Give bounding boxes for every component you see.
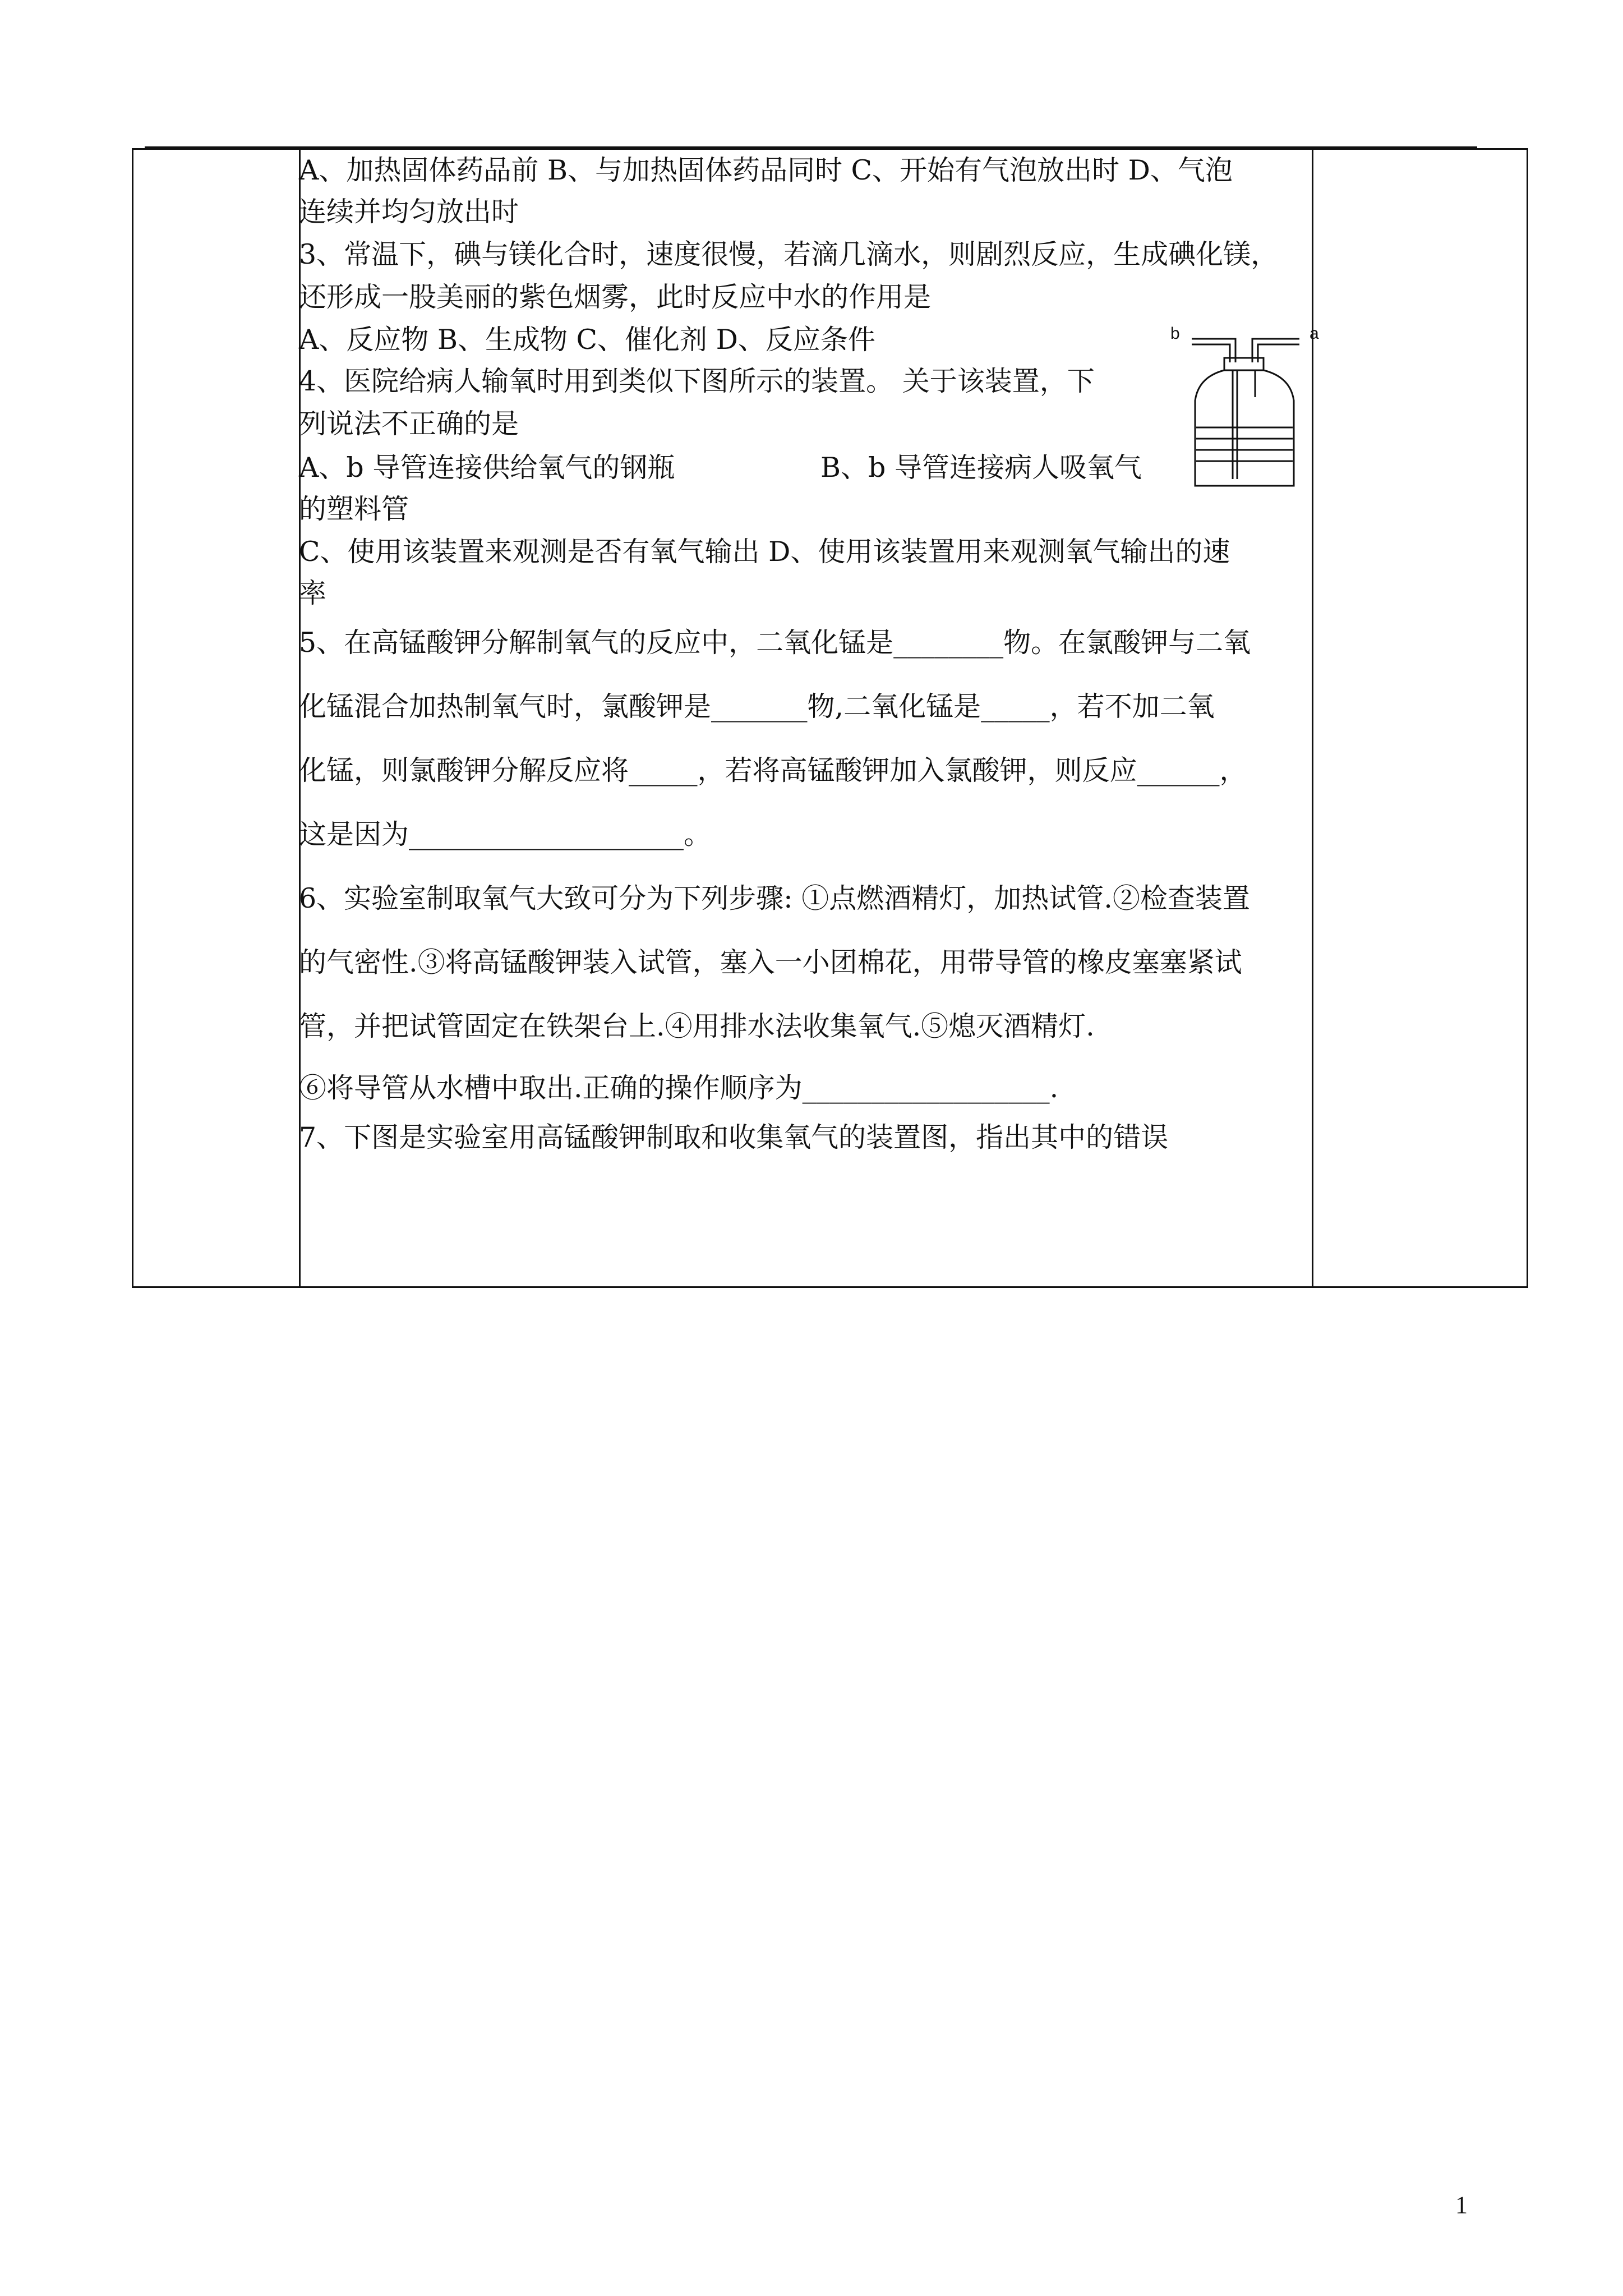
q4-option-b: B、b 导管连接病人吸氧气 [820,452,1142,484]
q4-stem-line1: 4、医院给病人输氧时用到类似下图所示的装置。 关于该装置，下 [299,365,1095,397]
page-number: 1 [1455,2191,1468,2219]
q3-stem-line1: 3、常温下，碘与镁化合时，速度很慢，若滴几滴水，则剧烈反应，生成碘化镁， [299,238,1279,270]
q6-line3: 管，并把试管固定在铁架台上.④用排水法收集氧气.⑤熄灭酒精灯. [299,1010,1095,1042]
q4-option-a: A、b 导管连接供给氧气的钢瓶 [299,452,675,484]
content-cell [299,148,1312,1288]
q5-line3: 化锰，则氯酸钾分解反应将_____，若将高锰酸钾加入氯酸钾，则反应______， [299,754,1247,786]
q5-line2: 化锰混合加热制氧气时，氯酸钾是_______物,二氧化锰是_____，若不加二氧 [299,691,1215,723]
q6-line2: 的气密性.③将高锰酸钾装入试管，塞入一小团棉花，用带导管的橡皮塞塞紧试 [299,946,1242,978]
q3-options: A、反应物 B、生成物 C、催化剂 D、反应条件 [299,324,875,356]
q5-line4: 这是因为____________________。 [299,818,712,850]
q3-stem-line2: 还形成一股美丽的紫色烟雾，此时反应中水的作用是 [299,281,932,313]
q6-line4: ⑥将导管从水槽中取出.正确的操作顺序为__________________. [299,1072,1059,1104]
q4-option-b-cont: 的塑料管 [299,493,409,525]
q2-options-line2: 连续并均匀放出时 [299,196,519,228]
q5-line1: 5、在高锰酸钾分解制氧气的反应中，二氧化锰是________物。在氯酸钾与二氧 [299,627,1251,659]
gas-washing-bottle-figure [1169,319,1321,493]
q6-line1: 6、实验室制取氧气大致可分为下列步骤: ①点燃酒精灯，加热试管.②检查装置 [299,882,1250,914]
q2-options-line1: A、加热固体药品前 B、与加热固体药品同时 C、开始有气泡放出时 D、气泡 [299,154,1233,186]
tube-label-b: b [1170,324,1180,343]
q7-line1: 7、下图是实验室用高锰酸钾制取和收集氧气的装置图，指出其中的错误 [299,1121,1169,1153]
tube-label-a: a [1310,324,1319,343]
q4-option-d-cont: 率 [299,577,327,609]
q4-stem-line2: 列说法不正确的是 [299,408,519,440]
q4-option-cd: C、使用该装置来观测是否有氧气输出 D、使用该装置用来观测氧气输出的速 [299,536,1230,568]
